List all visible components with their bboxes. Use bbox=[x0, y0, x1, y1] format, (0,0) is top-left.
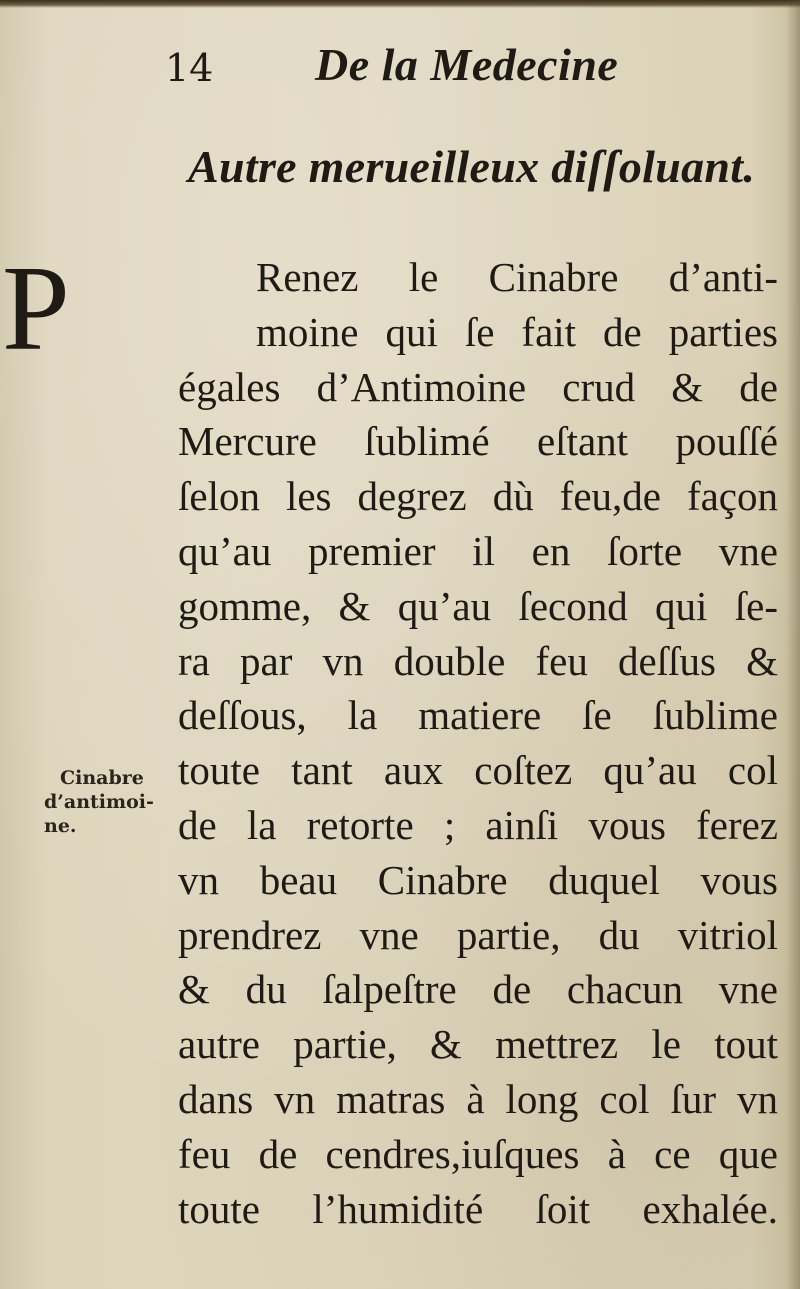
margin-note-line: d’antimoi- bbox=[44, 791, 154, 813]
section-title: Autre merueilleux diſſoluant. bbox=[188, 141, 756, 192]
running-title: De la Medecine bbox=[315, 39, 619, 90]
text-line: Renez le Cinabre d’anti- bbox=[256, 254, 778, 300]
margin-note-line: ne. bbox=[44, 815, 77, 837]
drop-cap: P bbox=[2, 241, 70, 376]
running-head bbox=[165, 38, 685, 98]
margin-note-line: Cinabre bbox=[60, 767, 144, 789]
text-line: gomme, & qu’au ſecond qui ſe- bbox=[178, 582, 778, 629]
text-line: Mercure ſublimé eſtant pouſſé bbox=[178, 418, 778, 465]
text-line: toute tant aux coſtez qu’au col bbox=[178, 747, 778, 794]
text-line: feu de cendres,iuſques à ce que bbox=[178, 1130, 778, 1177]
text-line: prendrez vne partie, du vitriol bbox=[178, 911, 778, 958]
body-text bbox=[178, 250, 778, 1236]
text-line: dans vn matras à long col ſur vn bbox=[178, 1075, 778, 1122]
text-line: qu’au premier il en ſorte vne bbox=[178, 527, 778, 574]
text-line: ſelon les degrez dù feu,de façon bbox=[178, 473, 778, 520]
page-gutter-shadow bbox=[786, 0, 800, 1289]
text-line: ra par vn double feu deſſus & bbox=[178, 637, 778, 684]
page-number: 14 bbox=[165, 46, 214, 90]
page-top-edge bbox=[0, 0, 800, 8]
text-line: égales d’Antimoine crud & de bbox=[178, 363, 778, 410]
margin-note bbox=[44, 766, 164, 838]
text-line: autre partie, & mettrez le tout bbox=[178, 1021, 778, 1068]
text-line: vn beau Cinabre duquel vous bbox=[178, 856, 778, 903]
text-line: toute l’humidité ſoit exhalée. bbox=[178, 1185, 778, 1232]
text-line: deſſous, la matiere ſe ſublime bbox=[178, 692, 778, 739]
text-line: & du ſalpeſtre de chacun vne bbox=[178, 966, 778, 1013]
text-line: de la retorte ; ainſi vous ferez bbox=[178, 801, 778, 848]
text-line: moine qui ſe fait de parties bbox=[256, 308, 778, 355]
